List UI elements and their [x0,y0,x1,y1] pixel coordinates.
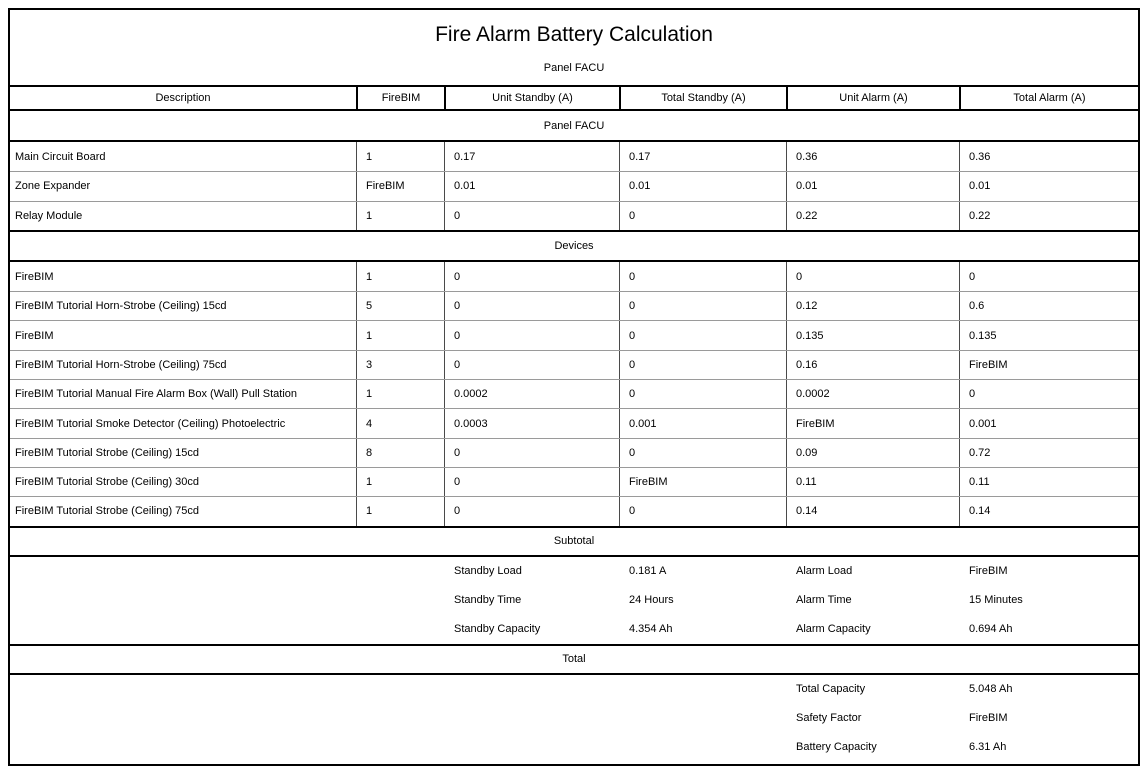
total-row [10,733,1138,762]
table-row [10,320,1138,349]
cell-unit-alarm: 0.22 [786,202,959,230]
table-row [10,171,1138,200]
cell-total-standby: 0 [619,439,786,467]
table-row [10,262,1138,291]
cell-unit-standby: 0 [444,497,619,525]
cell-total-standby: FireBIM [619,468,786,496]
cell-unit-alarm: 0.36 [786,142,959,171]
section-header-subtotal: Subtotal [10,528,1138,557]
section-header-total: Total [10,646,1138,675]
table-row [10,350,1138,379]
alarm-capacity-label: Alarm Capacity [796,623,871,636]
total-summary [10,675,1138,762]
table-row [10,438,1138,467]
cell-quantity: 8 [356,439,444,467]
cell-total-alarm: 0.01 [959,172,1138,200]
cell-total-standby: 0.001 [619,409,786,437]
table-row [10,408,1138,437]
alarm-time-label: Alarm Time [796,594,852,607]
cell-total-standby: 0.01 [619,172,786,200]
cell-unit-alarm: 0.14 [786,497,959,525]
cell-description: FireBIM Tutorial Smoke Detector (Ceiling) Photoelectric [15,417,286,430]
cell-total-alarm: 0 [959,262,1138,291]
section-header-panel-facu: Panel FACU [10,111,1138,142]
column-header-unit-standby: Unit Standby (A) [444,87,619,109]
cell-total-alarm: 0.135 [959,321,1138,349]
cell-description: FireBIM [15,329,54,342]
total-capacity-label: Total Capacity [796,683,866,696]
cell-total-alarm: 0.001 [959,409,1138,437]
total-row [10,704,1138,733]
cell-unit-standby: 0.0002 [444,380,619,408]
alarm-capacity-value: 0.694 Ah [969,623,1013,636]
cell-description: Zone Expander [15,180,91,193]
cell-total-alarm: 0.11 [959,468,1138,496]
cell-total-alarm: 0.36 [959,142,1138,171]
cell-unit-standby: 0.17 [444,142,619,171]
cell-quantity: 1 [356,380,444,408]
cell-unit-standby: 0.01 [444,172,619,200]
standby-load-value: 0.181 A [629,565,667,578]
alarm-load-label: Alarm Load [796,565,853,578]
cell-quantity: 3 [356,351,444,379]
cell-quantity: 1 [356,497,444,525]
alarm-load-value: FireBIM [969,565,1008,578]
cell-description: FireBIM Tutorial Horn-Strobe (Ceiling) 75cd [15,358,227,371]
column-header-total-alarm: Total Alarm (A) [959,87,1138,109]
table-row [10,201,1138,230]
cell-quantity: 1 [356,142,444,171]
column-header-description: Description [155,92,211,104]
cell-unit-standby: 0 [444,439,619,467]
cell-quantity: 5 [356,292,444,320]
cell-total-alarm: 0.6 [959,292,1138,320]
cell-unit-alarm: 0 [786,262,959,291]
cell-description: FireBIM Tutorial Strobe (Ceiling) 15cd [15,446,200,459]
alarm-time-value: 15 Minutes [969,594,1023,607]
cell-total-alarm: 0.22 [959,202,1138,230]
battery-calculation-report [8,8,1140,766]
table-row [10,496,1138,525]
standby-time-label: Standby Time [454,594,522,607]
safety-factor-value: FireBIM [969,712,1008,725]
subtotal-row [10,615,1138,644]
cell-unit-alarm: 0.16 [786,351,959,379]
standby-time-value: 24 Hours [629,594,674,607]
cell-unit-alarm: 0.01 [786,172,959,200]
cell-unit-standby: 0 [444,351,619,379]
cell-unit-alarm: 0.12 [786,292,959,320]
cell-unit-alarm: 0.11 [786,468,959,496]
cell-unit-alarm: 0.09 [786,439,959,467]
subtotal-summary [10,557,1138,646]
cell-total-standby: 0 [619,202,786,230]
standby-capacity-value: 4.354 Ah [629,623,673,636]
total-row [10,675,1138,704]
cell-quantity: 1 [356,321,444,349]
section-header-devices: Devices [10,232,1138,262]
cell-total-standby: 0 [619,497,786,525]
cell-unit-standby: 0 [444,321,619,349]
cell-unit-standby: 0 [444,262,619,291]
cell-unit-standby: 0.0003 [444,409,619,437]
panel-name: Panel FACU [543,62,605,74]
battery-capacity-label: Battery Capacity [796,741,877,754]
cell-quantity: FireBIM [356,172,444,200]
column-header-unit-alarm: Unit Alarm (A) [786,87,959,109]
table-row [10,467,1138,496]
report-title: Fire Alarm Battery Calculation [435,23,713,46]
cell-total-standby: 0 [619,380,786,408]
table-header-row [10,85,1138,111]
cell-description: FireBIM Tutorial Manual Fire Alarm Box (Wall) Pull Station [15,388,298,401]
table-row [10,379,1138,408]
column-header-quantity: FireBIM [356,87,444,109]
safety-factor-label: Safety Factor [796,712,862,725]
cell-quantity: 4 [356,409,444,437]
table-row [10,142,1138,171]
column-header-total-standby: Total Standby (A) [619,87,786,109]
subtotal-row [10,586,1138,615]
total-capacity-value: 5.048 Ah [969,683,1013,696]
subtotal-row [10,557,1138,586]
table-row [10,291,1138,320]
cell-quantity: 1 [356,468,444,496]
cell-unit-alarm: 0.0002 [786,380,959,408]
cell-description: FireBIM Tutorial Strobe (Ceiling) 30cd [15,476,200,489]
cell-total-standby: 0 [619,292,786,320]
cell-total-standby: 0 [619,262,786,291]
cell-total-alarm: 0.14 [959,497,1138,525]
cell-total-standby: 0 [619,321,786,349]
standby-capacity-label: Standby Capacity [454,623,541,636]
cell-description: Main Circuit Board [15,150,106,163]
cell-unit-alarm: FireBIM [786,409,959,437]
cell-total-alarm: 0 [959,380,1138,408]
cell-unit-alarm: 0.135 [786,321,959,349]
cell-quantity: 1 [356,262,444,291]
report-title-block [10,10,1138,85]
panel-facu-rows [10,142,1138,232]
cell-unit-standby: 0 [444,202,619,230]
cell-unit-standby: 0 [444,468,619,496]
cell-total-alarm: 0.72 [959,439,1138,467]
cell-total-standby: 0 [619,351,786,379]
battery-capacity-value: 6.31 Ah [969,741,1007,754]
cell-total-standby: 0.17 [619,142,786,171]
cell-description: FireBIM [15,270,54,283]
cell-description: FireBIM Tutorial Horn-Strobe (Ceiling) 15cd [15,300,227,313]
cell-unit-standby: 0 [444,292,619,320]
cell-total-alarm: FireBIM [959,351,1138,379]
cell-description: Relay Module [15,209,83,222]
cell-quantity: 1 [356,202,444,230]
standby-load-label: Standby Load [454,565,522,578]
devices-rows [10,262,1138,528]
cell-description: FireBIM Tutorial Strobe (Ceiling) 75cd [15,505,200,518]
